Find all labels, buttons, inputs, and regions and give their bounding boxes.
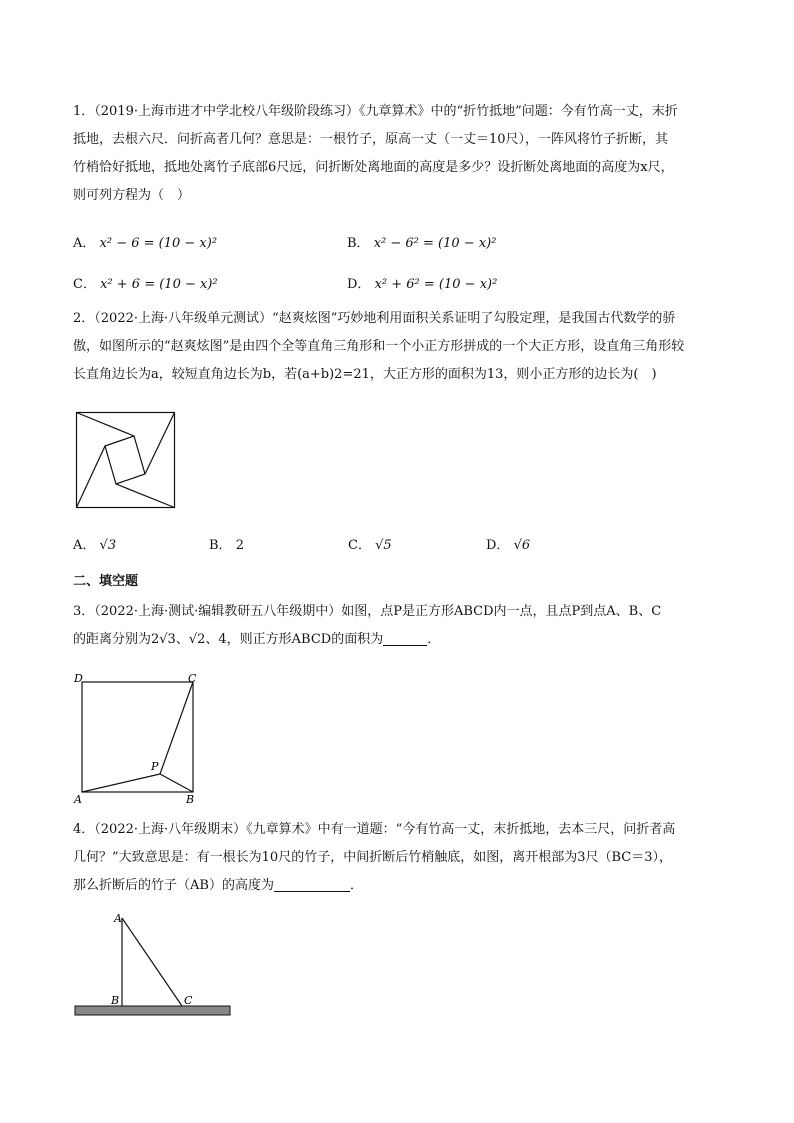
q4-line-1: 4．（2022·上海·八年级期末）《九章算术》中有一道题：“今有竹高一丈，末折抵地，去本三尺，问折者高 <box>73 822 676 837</box>
label-b: B <box>111 994 120 1007</box>
zhao-shuang-figure <box>76 412 176 508</box>
q1-line-2: 抵地，去根六尺．问折高者几何？意思是：一根竹子，原高一丈（一丈＝10尺），一阵风将竹子折断，其 <box>73 132 669 147</box>
question-3 <box>73 598 723 654</box>
q2-option-b[interactable] <box>209 534 244 553</box>
outer-square <box>77 413 175 508</box>
square-abcd <box>82 682 193 792</box>
q1-option-d[interactable] <box>347 273 497 292</box>
triangle-edge-4 <box>77 446 106 508</box>
q2-line-3: 长直角边长为a，较短直角边长为b，若(a+b)2=21，大正方形的面积为13，则小正方形的边长为( ) <box>73 367 657 382</box>
answer-blank[interactable] <box>383 631 427 646</box>
q2-option-c[interactable] <box>348 534 392 553</box>
q3-end: ． <box>427 632 441 647</box>
q2-line-2: 傲，如图所示的“赵爽炫图”是由四个全等直角三角形和一个小正方形拼成的一个大正方形，设直角三角形较 <box>73 339 685 354</box>
option-label: B． <box>347 236 370 251</box>
label-c: C <box>184 994 193 1007</box>
q4-line-3 <box>73 872 723 900</box>
option-label: D． <box>347 277 371 292</box>
option-label: A． <box>73 236 96 251</box>
label-a: A <box>114 912 122 925</box>
option-expr: x² − 6 = (10 − x)² <box>99 236 218 251</box>
q3-line-2 <box>73 626 723 654</box>
triangle-edge-1 <box>77 413 135 437</box>
option-expr: x² + 6 = (10 − x)² <box>100 277 218 292</box>
q2-option-d[interactable] <box>486 534 530 553</box>
bamboo-figure <box>74 910 234 1020</box>
q4-line-3-text: 那么折断后的竹子（AB）的高度为 <box>73 878 274 893</box>
q1-option-a[interactable] <box>73 232 217 251</box>
label-b: B <box>186 793 195 806</box>
q4-line-2: 几何？”大致意思是：有一根长为10尺的竹子，中间折断后竹梢触底，如图，离开根部为3尺（BC＝3）， <box>73 850 672 865</box>
option-expr: x² − 6² = (10 − x)² <box>373 236 497 251</box>
inner-square <box>105 436 145 484</box>
question-1 <box>73 98 723 210</box>
square-abcd-figure <box>72 672 212 806</box>
label-d: D <box>74 672 83 685</box>
label-c: C <box>188 672 197 685</box>
triangle-edge-3 <box>116 484 175 508</box>
segment-pa <box>82 774 160 792</box>
q4-end: ． <box>349 878 363 893</box>
q2-option-a[interactable] <box>73 534 116 553</box>
ground-bar <box>75 1006 230 1015</box>
answer-blank[interactable] <box>274 877 350 892</box>
segment-pb <box>160 774 193 792</box>
q1-line-4: 则可列方程为（ ） <box>73 188 191 203</box>
q1-option-b[interactable] <box>347 232 496 251</box>
label-p: P <box>151 760 159 773</box>
segment-pc <box>160 682 193 774</box>
q1-option-c[interactable] <box>73 273 218 292</box>
label-a: A <box>74 793 82 806</box>
question-4 <box>73 816 723 900</box>
option-expr: √3 <box>99 538 117 553</box>
bamboo-ac <box>122 918 182 1006</box>
option-label: D． <box>486 538 510 553</box>
q3-line-2-text: 的距离分别为2√3、√2、4，则正方形ABCD的面积为 <box>73 632 384 647</box>
option-expr: 2 <box>235 538 244 553</box>
option-expr: √6 <box>513 538 531 553</box>
option-label: C． <box>73 277 96 292</box>
option-label: B． <box>209 538 232 553</box>
q2-line-1: 2．（2022·上海·八年级单元测试）“赵爽炫图”巧妙地利用面积关系证明了勾股定理，是我国古代数学的骄 <box>73 311 676 326</box>
option-label: A． <box>73 538 96 553</box>
option-label: C． <box>348 538 371 553</box>
question-2 <box>73 305 723 389</box>
triangle-edge-2 <box>145 413 175 475</box>
q3-line-1: 3．（2022·上海·测试·编辑教研五八年级期中）如图，点P是正方形ABCD内一点，且点P到点A、B、C <box>73 604 662 619</box>
section-heading: 二、填空题 <box>73 574 139 589</box>
q1-line-1: 1．（2019·上海市进才中学北校八年级阶段练习）《九章算术》中的“折竹抵地”问题：今有竹高一丈，末折 <box>73 104 678 119</box>
option-expr: √5 <box>375 538 392 553</box>
option-expr: x² + 6² = (10 − x)² <box>374 277 498 292</box>
q1-line-3: 竹梢恰好抵地，抵地处离竹子底部6尺远，问折断处离地面的高度是多少？设折断处离地面的高度为x尺， <box>73 160 674 175</box>
